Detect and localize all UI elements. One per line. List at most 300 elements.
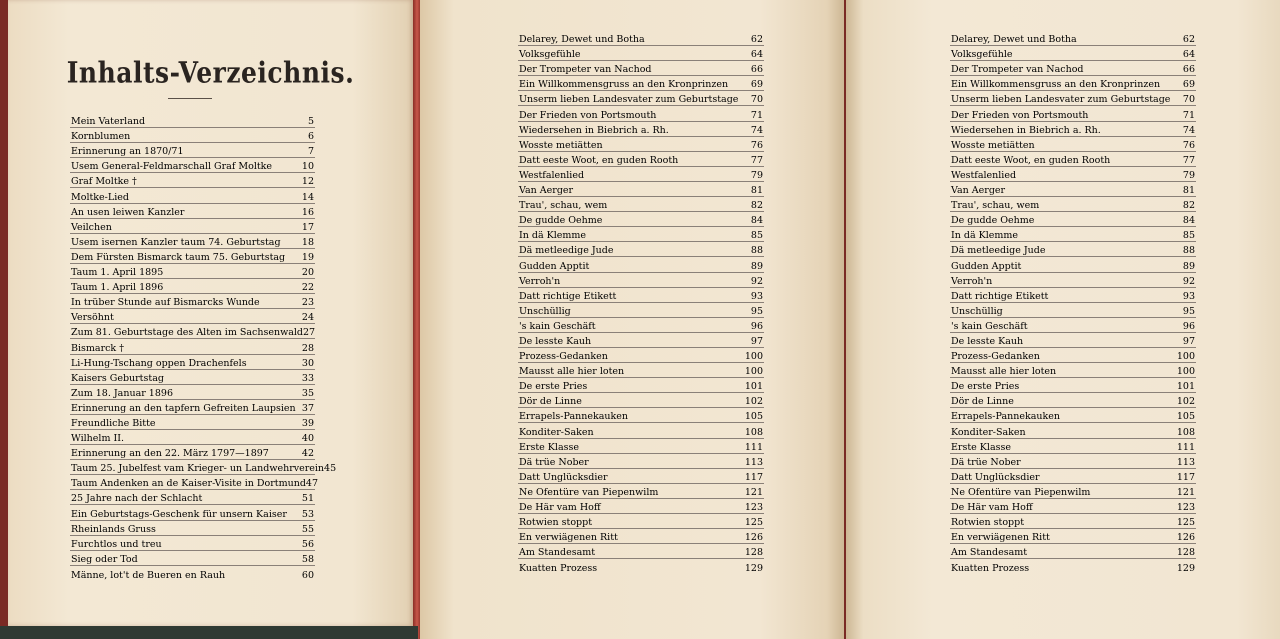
toc-entry-title: 's kain Geschäft xyxy=(951,320,1028,332)
toc-entry-title: Kuatten Prozess xyxy=(951,563,1030,575)
toc-entry-page: 128 xyxy=(744,547,763,559)
toc-entry-title: Bismarck † xyxy=(71,342,124,354)
toc-entry xyxy=(70,551,315,566)
toc-entry xyxy=(70,264,315,279)
toc-entry xyxy=(950,106,1196,121)
toc-entry-title: Li-Hung-Tschang oppen Drachenfels xyxy=(71,357,247,369)
toc-entry-page: 14 xyxy=(301,191,314,203)
toc-entry-title: Datt Unglücksdier xyxy=(519,471,608,483)
toc-entry-title: Datt richtige Etikett xyxy=(519,290,617,302)
toc-entry xyxy=(70,385,315,400)
toc-entry xyxy=(518,469,764,484)
toc-entry xyxy=(518,439,764,454)
toc-entry xyxy=(950,61,1196,76)
toc-entry-title: De gudde Oehme xyxy=(519,215,603,227)
toc-entry-title: An usen leiwen Kanzler xyxy=(71,206,185,218)
toc-entry xyxy=(950,499,1196,514)
toc-entry-page: 17 xyxy=(301,221,314,233)
toc-entry-page: 62 xyxy=(1182,34,1195,46)
toc-entry xyxy=(950,257,1196,272)
toc-entry-page: 92 xyxy=(750,275,763,287)
toc-entry-page: 101 xyxy=(1176,381,1195,393)
toc-entry-title: Trau', schau, wem xyxy=(519,200,608,212)
toc-entry xyxy=(950,182,1196,197)
toc-entry-title: Zum 81. Geburtstage des Alten im Sachsenwald xyxy=(71,327,304,339)
toc-entry xyxy=(950,408,1196,423)
toc-entry-page: 93 xyxy=(1182,290,1195,302)
toc-entry-page: 12 xyxy=(301,176,314,188)
toc-entry xyxy=(950,167,1196,182)
toc-entry-title: Sieg oder Tod xyxy=(71,553,138,565)
toc-entry-page: 108 xyxy=(744,426,763,438)
toc-entry xyxy=(518,227,764,242)
toc-entry xyxy=(70,324,315,339)
toc-entry-page: 82 xyxy=(1182,200,1195,212)
toc-entry-page: 95 xyxy=(750,305,763,317)
title-divider xyxy=(168,98,212,99)
toc-entry xyxy=(950,197,1196,212)
toc-entry-page: 129 xyxy=(1176,563,1195,575)
toc-entry-title: Westfalenlied xyxy=(951,169,1017,181)
toc-entry-title: De lesste Kauh xyxy=(519,335,592,347)
toc-entry xyxy=(518,197,764,212)
toc-entry-title: Errapels-Pannekauken xyxy=(519,411,629,423)
toc-entry-title: Ein Willkommensgruss an den Kronprinzen xyxy=(519,79,729,91)
toc-entry-title: Verroh'n xyxy=(951,275,993,287)
toc-entry-title: Kaisers Geburtstag xyxy=(71,372,164,384)
toc-entry xyxy=(518,91,764,106)
toc-entry xyxy=(70,158,315,173)
toc-entry-title: Mausst alle hier loten xyxy=(519,366,625,378)
toc-entry xyxy=(518,242,764,257)
toc-entry xyxy=(950,227,1196,242)
toc-entry xyxy=(518,46,764,61)
toc-entry-title: In dä Klemme xyxy=(519,230,587,242)
toc-entry-page: 7 xyxy=(307,146,314,158)
toc-entry xyxy=(70,475,319,490)
toc-entry xyxy=(70,339,315,354)
toc-entry-title: Männe, lot't de Bueren en Rauh xyxy=(71,569,226,581)
toc-entry xyxy=(518,393,764,408)
toc-entry-page: 95 xyxy=(1182,305,1195,317)
toc-entry-title: In trüber Stunde auf Bismarcks Wunde xyxy=(71,297,260,309)
toc-entry xyxy=(950,76,1196,91)
toc-entry-title: En verwiägenen Ritt xyxy=(519,532,618,544)
toc-entry-title: Erinnerung an den tapfern Gefreiten Laupsien xyxy=(71,402,296,414)
toc-entry-title: Trau', schau, wem xyxy=(951,200,1040,212)
toc-entry-page: 74 xyxy=(750,124,763,136)
toc-entry-page: 93 xyxy=(750,290,763,302)
toc-entry-page: 97 xyxy=(1182,335,1195,347)
toc-entry-title: Usem General-Feldmarschall Graf Moltke xyxy=(71,161,273,173)
toc-entry xyxy=(518,318,764,333)
toc-entry-page: 51 xyxy=(301,493,314,505)
toc-entry-title: Westfalenlied xyxy=(519,169,585,181)
toc-entry xyxy=(518,61,764,76)
toc-entry xyxy=(950,122,1196,137)
toc-entry-title: In dä Klemme xyxy=(951,230,1019,242)
toc-entry-title: Am Standesamt xyxy=(519,547,596,559)
toc-entry-title: De gudde Oehme xyxy=(951,215,1035,227)
toc-entry-title: Graf Moltke † xyxy=(71,176,137,188)
toc-entry-title: Van Aerger xyxy=(519,185,574,197)
toc-entry xyxy=(70,188,315,203)
toc-list-middle xyxy=(518,31,764,574)
toc-entry xyxy=(70,521,315,536)
toc-entry-title: Van Aerger xyxy=(951,185,1006,197)
toc-entry xyxy=(518,484,764,499)
toc-entry xyxy=(950,559,1196,574)
toc-entry xyxy=(518,76,764,91)
toc-entry-page: 82 xyxy=(750,200,763,212)
toc-entry xyxy=(518,182,764,197)
toc-entry-page: 18 xyxy=(301,236,314,248)
toc-entry-page: 5 xyxy=(307,116,314,128)
toc-entry-title: Datt Unglücksdier xyxy=(951,471,1040,483)
cover-edge xyxy=(0,626,418,639)
toc-entry xyxy=(70,566,315,581)
toc-entry-title: Unschüllig xyxy=(951,305,1003,317)
toc-entry-title: Errapels-Pannekauken xyxy=(951,411,1061,423)
toc-entry-page: 79 xyxy=(1182,169,1195,181)
toc-entry xyxy=(70,445,315,460)
toc-entry-page: 47 xyxy=(305,478,319,490)
toc-entry-page: 100 xyxy=(1176,351,1195,363)
toc-entry xyxy=(518,454,764,469)
toc-entry-page: 53 xyxy=(301,508,314,520)
toc-entry xyxy=(518,529,764,544)
toc-entry xyxy=(70,219,315,234)
toc-entry-page: 66 xyxy=(1182,64,1195,76)
toc-entry xyxy=(70,355,315,370)
toc-entry-page: 55 xyxy=(301,523,314,535)
toc-entry-title: Furchtlos und treu xyxy=(71,538,162,550)
toc-entry xyxy=(950,484,1196,499)
toc-entry xyxy=(70,128,315,143)
toc-entry xyxy=(518,137,764,152)
toc-entry xyxy=(70,249,315,264)
toc-entry-page: 92 xyxy=(1182,275,1195,287)
toc-entry-page: 16 xyxy=(301,206,314,218)
toc-entry xyxy=(950,303,1196,318)
toc-entry xyxy=(950,529,1196,544)
toc-entry xyxy=(518,212,764,227)
toc-entry-title: Delarey, Dewet und Botha xyxy=(519,34,645,46)
toc-entry-page: 102 xyxy=(744,396,763,408)
toc-entry xyxy=(950,273,1196,288)
toc-entry-page: 84 xyxy=(1182,215,1195,227)
toc-entry-page: 42 xyxy=(301,448,314,460)
toc-entry-page: 113 xyxy=(1176,456,1195,468)
toc-entry xyxy=(518,333,764,348)
toc-entry-title: Versöhnt xyxy=(71,312,114,324)
toc-entry-page: 60 xyxy=(301,569,314,581)
toc-entry xyxy=(70,536,315,551)
toc-entry-page: 30 xyxy=(301,357,314,369)
toc-entry-page: 126 xyxy=(744,532,763,544)
toc-entry-page: 111 xyxy=(1176,441,1195,453)
toc-entry-title: Der Trompeter van Nachod xyxy=(519,64,652,76)
toc-entry xyxy=(70,490,315,505)
toc-entry-page: 62 xyxy=(750,34,763,46)
toc-entry-page: 102 xyxy=(1176,396,1195,408)
toc-entry-page: 81 xyxy=(750,185,763,197)
toc-entry xyxy=(518,499,764,514)
toc-entry-title: Prozess-Gedanken xyxy=(951,351,1040,363)
toc-entry-title: En verwiägenen Ritt xyxy=(951,532,1050,544)
toc-entry-page: 10 xyxy=(301,161,314,173)
toc-entry xyxy=(518,544,764,559)
toc-entry xyxy=(70,279,315,294)
toc-entry-page: 64 xyxy=(750,49,763,61)
toc-entry-page: 33 xyxy=(301,372,314,384)
toc-entry xyxy=(70,415,315,430)
toc-entry-page: 6 xyxy=(307,131,314,143)
toc-entry-title: Datt eeste Woot, en guden Rooth xyxy=(519,154,679,166)
toc-entry-title: Gudden Apptit xyxy=(519,260,590,272)
toc-entry-page: 85 xyxy=(1182,230,1195,242)
toc-entry-page: 123 xyxy=(744,502,763,513)
toc-entry-page: 70 xyxy=(750,94,763,106)
toc-entry xyxy=(70,505,315,520)
toc-entry-page: 88 xyxy=(750,245,763,257)
toc-entry-title: Rotwien stoppt xyxy=(951,517,1025,529)
toc-entry-page: 64 xyxy=(1182,49,1195,61)
toc-entry-title: Rheinlands Gruss xyxy=(71,523,156,535)
toc-entry-page: 45 xyxy=(324,463,337,475)
toc-entry-title: Mausst alle hier loten xyxy=(951,366,1057,378)
toc-entry-title: Freundliche Bitte xyxy=(71,417,156,429)
toc-entry-title: Der Trompeter van Nachod xyxy=(951,64,1084,76)
toc-entry xyxy=(518,152,764,167)
toc-entry-page: 77 xyxy=(750,154,763,166)
toc-entry xyxy=(70,309,315,324)
toc-entry xyxy=(950,514,1196,529)
toc-entry-page: 105 xyxy=(1176,411,1195,423)
toc-entry-page: 126 xyxy=(1176,532,1195,544)
toc-list-right xyxy=(950,31,1196,574)
toc-entry-title: Datt richtige Etikett xyxy=(951,290,1049,302)
toc-entry-title: 25 Jahre nach der Schlacht xyxy=(71,493,203,505)
toc-entry xyxy=(950,242,1196,257)
toc-entry-title: Erste Klasse xyxy=(951,441,1011,453)
toc-entry-page: 69 xyxy=(750,79,763,91)
toc-entry-title: De Här vam Hoff xyxy=(951,502,1033,513)
toc-entry-title: Erinnerung an den 22. März 1797—1897 xyxy=(71,448,269,460)
toc-entry-page: 77 xyxy=(1182,154,1195,166)
toc-entry xyxy=(70,430,315,445)
toc-entry xyxy=(518,559,764,574)
toc-entry-page: 69 xyxy=(1182,79,1195,91)
toc-entry-page: 101 xyxy=(744,381,763,393)
toc-entry xyxy=(950,91,1196,106)
toc-entry xyxy=(950,137,1196,152)
toc-entry-page: 113 xyxy=(744,456,763,468)
toc-entry-title: De erste Pries xyxy=(951,381,1020,393)
toc-entry-title: De erste Pries xyxy=(519,381,588,393)
toc-entry-page: 128 xyxy=(1176,547,1195,559)
toc-entry-title: Erste Klasse xyxy=(519,441,579,453)
toc-entry xyxy=(950,152,1196,167)
toc-entry-title: Erinnerung an 1870/71 xyxy=(71,146,184,158)
toc-entry xyxy=(518,167,764,182)
toc-entry-page: 125 xyxy=(1176,517,1195,529)
toc-entry xyxy=(518,31,764,46)
toc-entry xyxy=(950,469,1196,484)
toc-entry xyxy=(950,454,1196,469)
toc-entry-title: Mein Vaterland xyxy=(71,116,146,128)
toc-entry-title: Taum 1. April 1896 xyxy=(71,282,164,294)
toc-entry xyxy=(70,400,315,415)
toc-entry-page: 117 xyxy=(1176,471,1195,483)
toc-entry-title: Wiedersehen in Biebrich a. Rh. xyxy=(519,124,669,136)
toc-entry-page: 71 xyxy=(1182,109,1195,121)
toc-entry xyxy=(950,212,1196,227)
toc-entry-page: 66 xyxy=(750,64,763,76)
toc-entry-page: 97 xyxy=(750,335,763,347)
toc-entry-page: 96 xyxy=(750,320,763,332)
toc-entry-title: Taum 1. April 1895 xyxy=(71,267,164,279)
toc-entry xyxy=(518,257,764,272)
toc-entry xyxy=(950,439,1196,454)
page-title: Inhalts-Verzeichnis. xyxy=(66,55,355,90)
toc-entry xyxy=(518,423,764,438)
toc-entry-page: 40 xyxy=(301,433,314,445)
toc-entry-page: 100 xyxy=(1176,366,1195,378)
toc-entry-title: Dä metleedige Jude xyxy=(951,245,1046,257)
toc-entry-page: 100 xyxy=(744,366,763,378)
toc-entry xyxy=(950,363,1196,378)
toc-entry-title: Dem Fürsten Bismarck taum 75. Geburtstag xyxy=(71,251,286,263)
toc-entry-title: Ein Geburtstags-Geschenk für unsern Kaiser xyxy=(71,508,287,520)
toc-entry-page: 58 xyxy=(301,553,314,565)
toc-entry-title: Wosste metiätten xyxy=(519,139,603,151)
toc-entry-title: Veilchen xyxy=(71,221,112,233)
toc-entry-page: 105 xyxy=(744,411,763,423)
toc-entry xyxy=(518,288,764,303)
toc-entry-title: Rotwien stoppt xyxy=(519,517,593,529)
toc-entry xyxy=(518,408,764,423)
toc-entry-title: Konditer-Saken xyxy=(951,426,1026,438)
toc-entry-page: 117 xyxy=(744,471,763,483)
toc-entry-title: Volksgefühle xyxy=(951,49,1013,61)
toc-entry-page: 76 xyxy=(1182,139,1195,151)
toc-entry-title: Delarey, Dewet und Botha xyxy=(951,34,1077,46)
toc-entry-page: 27 xyxy=(303,327,316,339)
toc-entry-page: 100 xyxy=(744,351,763,363)
toc-entry xyxy=(950,288,1196,303)
toc-entry xyxy=(950,333,1196,348)
toc-entry-title: Datt eeste Woot, en guden Rooth xyxy=(951,154,1111,166)
toc-entry xyxy=(950,423,1196,438)
toc-entry xyxy=(950,393,1196,408)
toc-entry xyxy=(70,204,315,219)
toc-entry-page: 76 xyxy=(750,139,763,151)
toc-entry-title: Kuatten Prozess xyxy=(519,563,598,575)
toc-entry xyxy=(950,378,1196,393)
toc-entry-page: 71 xyxy=(750,109,763,121)
toc-entry-page: 111 xyxy=(744,441,763,453)
toc-entry-page: 23 xyxy=(301,297,314,309)
toc-entry-title: De Här vam Hoff xyxy=(519,502,601,513)
toc-entry xyxy=(518,348,764,363)
toc-entry-title: Unserm lieben Landesvater zum Geburtstage xyxy=(519,94,739,106)
toc-entry-page: 70 xyxy=(1182,94,1195,106)
toc-entry-page: 20 xyxy=(301,267,314,279)
toc-entry-title: Konditer-Saken xyxy=(519,426,594,438)
toc-entry-title: Dä trüe Nober xyxy=(519,456,589,468)
toc-entry xyxy=(70,460,337,475)
toc-entry-title: Wiedersehen in Biebrich a. Rh. xyxy=(951,124,1101,136)
toc-entry-page: 121 xyxy=(1176,486,1195,498)
toc-entry xyxy=(70,234,315,249)
toc-entry xyxy=(518,514,764,529)
toc-list-left xyxy=(70,113,337,581)
toc-entry-title: Gudden Apptit xyxy=(951,260,1022,272)
toc-entry xyxy=(518,378,764,393)
toc-entry-title: Taum 25. Jubelfest vam Krieger- un Landwehrverein xyxy=(71,463,325,475)
toc-entry-title: Usem isernen Kanzler taum 74. Geburtstag xyxy=(71,236,281,248)
toc-entry xyxy=(518,106,764,121)
toc-entry-title: Volksgefühle xyxy=(519,49,581,61)
toc-entry xyxy=(950,318,1196,333)
toc-entry-page: 88 xyxy=(1182,245,1195,257)
toc-entry-title: Kornblumen xyxy=(71,131,131,143)
toc-entry xyxy=(518,273,764,288)
toc-entry xyxy=(950,544,1196,559)
toc-entry xyxy=(950,31,1196,46)
toc-entry-title: Moltke-Lied xyxy=(71,191,129,203)
toc-entry-page: 19 xyxy=(301,251,314,263)
toc-entry-title: Dör de Linne xyxy=(519,396,582,408)
toc-entry xyxy=(70,370,315,385)
toc-entry-page: 39 xyxy=(301,417,314,429)
toc-entry-title: Wilhelm II. xyxy=(71,433,125,445)
toc-entry xyxy=(950,46,1196,61)
toc-entry-title: Der Frieden von Portsmouth xyxy=(519,109,657,121)
toc-entry-title: Zum 18. Januar 1896 xyxy=(71,387,173,399)
toc-entry-title: 's kain Geschäft xyxy=(519,320,596,332)
toc-entry-page: 22 xyxy=(301,282,314,294)
toc-entry xyxy=(70,294,315,309)
toc-entry-page: 96 xyxy=(1182,320,1195,332)
toc-entry-page: 24 xyxy=(301,312,314,324)
toc-entry-title: Dä metleedige Jude xyxy=(519,245,614,257)
toc-entry-page: 56 xyxy=(301,538,314,550)
toc-entry-page: 28 xyxy=(301,342,314,354)
toc-entry-title: Unserm lieben Landesvater zum Geburtstage xyxy=(951,94,1171,106)
toc-entry-title: De lesste Kauh xyxy=(951,335,1024,347)
toc-entry-page: 121 xyxy=(744,486,763,498)
toc-entry-title: Unschüllig xyxy=(519,305,571,317)
toc-entry-title: Wosste metiätten xyxy=(951,139,1035,151)
toc-entry xyxy=(70,113,315,128)
toc-entry-title: Ne Ofentüre van Piepenwilm xyxy=(951,486,1091,498)
toc-entry-page: 35 xyxy=(301,387,314,399)
toc-entry-page: 74 xyxy=(1182,124,1195,136)
toc-entry-page: 81 xyxy=(1182,185,1195,197)
toc-entry-title: Dör de Linne xyxy=(951,396,1014,408)
toc-entry-title: Verroh'n xyxy=(519,275,561,287)
toc-entry-page: 129 xyxy=(744,563,763,575)
toc-entry-page: 37 xyxy=(301,402,314,414)
toc-entry-title: Taum Andenken an de Kaiser-Visite in Dortmund xyxy=(71,478,306,490)
toc-entry-page: 108 xyxy=(1176,426,1195,438)
toc-entry-title: Ein Willkommensgruss an den Kronprinzen xyxy=(951,79,1161,91)
toc-entry-title: Prozess-Gedanken xyxy=(519,351,608,363)
toc-entry xyxy=(70,143,315,158)
toc-entry-title: Ne Ofentüre van Piepenwilm xyxy=(519,486,659,498)
